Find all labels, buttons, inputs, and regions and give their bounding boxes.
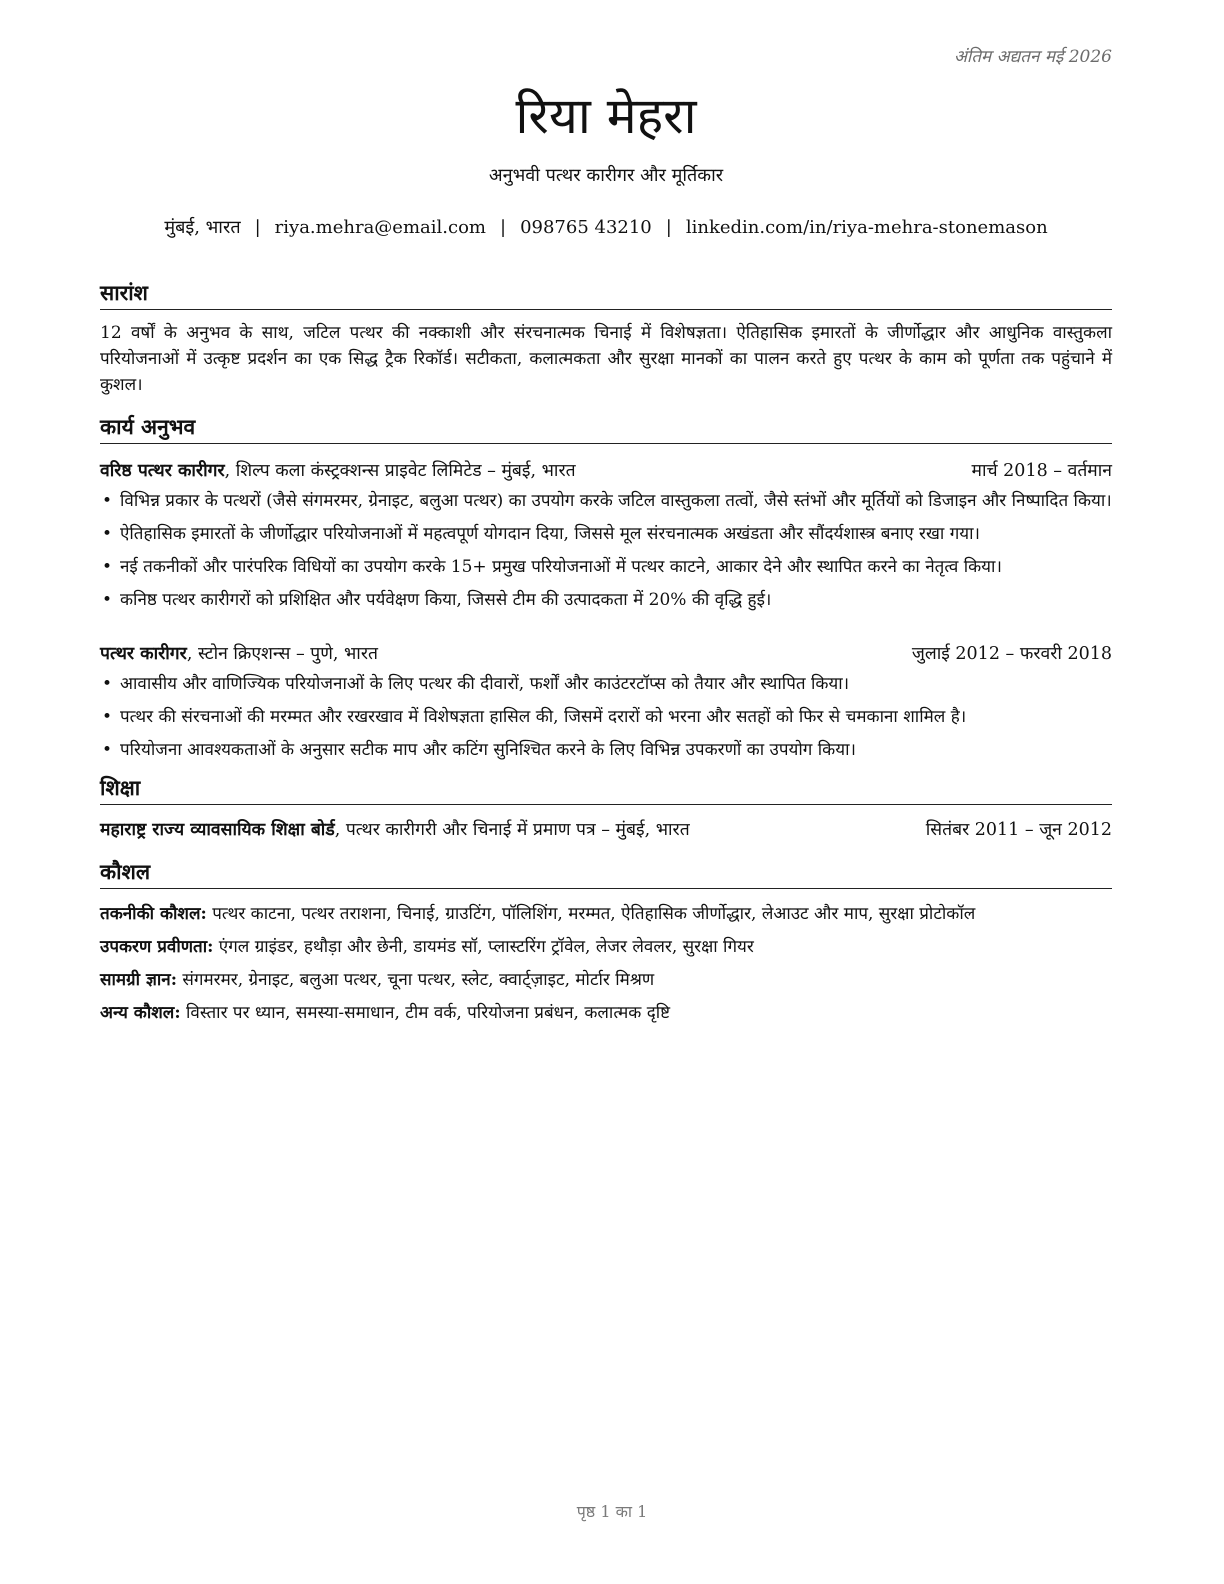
skill-value: संगमरमर, ग्रेनाइट, बलुआ पत्थर, चूना पत्थर, स्लेट, क्वार्ट्ज़ाइट, मोर्टार मिश्रण bbox=[176, 970, 655, 990]
section-heading-experience: कार्य अनुभव bbox=[100, 412, 1112, 444]
job-title: पत्थर कारीगर bbox=[100, 644, 187, 664]
job-bullets bbox=[100, 671, 1112, 763]
education-institution: महाराष्ट्र राज्य व्यावसायिक शिक्षा बोर्ड bbox=[100, 820, 335, 840]
skills-section bbox=[100, 857, 1112, 1026]
skills-list bbox=[100, 901, 1112, 1026]
job-bullet: • विभिन्न प्रकार के पत्थरों (जैसे संगमरमर, ग्रेनाइट, बलुआ पत्थर) का उपयोग करके जटिल वास्तुकला तत्वों, जैसे स्तंभों और मूर्तियों को डिजाइन और निष्पादित किया। bbox=[120, 488, 1112, 514]
job-title: वरिष्ठ पत्थर कारीगर bbox=[100, 461, 225, 481]
job-header bbox=[100, 458, 1112, 484]
job-bullet: • कनिष्ठ पत्थर कारीगरों को प्रशिक्षित और पर्यवेक्षण किया, जिससे टीम की उत्पादकता में 20% की वृद्धि हुई। bbox=[120, 587, 1112, 613]
contact-linkedin-link[interactable]: linkedin.com/in/riya-mehra-stonemason bbox=[685, 217, 1048, 238]
job-bullet: • आवासीय और वाणिज्यिक परियोजनाओं के लिए पत्थर की दीवारों, फर्शों और काउंटरटॉप्स को तैयार और स्थापित किया। bbox=[120, 671, 1112, 697]
education-section bbox=[100, 773, 1112, 843]
job-bullet: • पत्थर की संरचनाओं की मरम्मत और रखरखाव में विशेषज्ञता हासिल की, जिसमें दरारों को भरना और सतहों को फिर से चमकाना शामिल है। bbox=[120, 704, 1112, 730]
summary-section bbox=[100, 278, 1112, 398]
job-bullet: • नई तकनीकों और पारंपरिक विधियों का उपयोग करके 15+ प्रमुख परियोजनाओं में पत्थर काटने, आकार देने और स्थापित करने का नेतृत्व किया। bbox=[120, 554, 1112, 580]
education-entry bbox=[100, 817, 1112, 843]
skill-row bbox=[100, 1000, 1112, 1026]
job-entry bbox=[100, 641, 1112, 763]
job-company: , शिल्प कला कंस्ट्रक्शन्स प्राइवेट लिमिटेड – मुंबई, भारत bbox=[224, 461, 576, 481]
education-detail: , पत्थर कारीगरी और चिनाई में प्रमाण पत्र – मुंबई, भारत bbox=[334, 820, 690, 840]
section-heading-summary: सारांश bbox=[100, 278, 1112, 310]
job-bullet: • परियोजना आवश्यकताओं के अनुसार सटीक माप और कटिंग सुनिश्चित करने के लिए विभिन्न उपकरणों का उपयोग किया। bbox=[120, 737, 1112, 763]
skill-value: एंगल ग्राइंडर, हथौड़ा और छेनी, डायमंड सॉ, प्लास्टरिंग ट्रॉवेल, लेजर लेवलर, सुरक्षा गियर bbox=[213, 937, 754, 957]
job-company: , स्टोन क्रिएशन्स – पुणे, भारत bbox=[186, 644, 378, 664]
skill-label: अन्य कौशल: bbox=[100, 1003, 181, 1023]
skill-label: उपकरण प्रवीणता: bbox=[100, 937, 214, 957]
job-dates: मार्च 2018 – वर्तमान bbox=[971, 461, 1112, 481]
skill-row bbox=[100, 934, 1112, 960]
contact-location: मुंबई, भारत bbox=[164, 217, 241, 238]
contact-phone: 098765 43210 bbox=[520, 217, 652, 238]
contact-line bbox=[100, 216, 1112, 240]
contact-separator: | bbox=[499, 217, 507, 238]
job-bullet: • ऐतिहासिक इमारतों के जीर्णोद्धार परियोजनाओं में महत्वपूर्ण योगदान दिया, जिससे मूल संरचनात्मक अखंडता और सौंदर्यशास्त्र बनाए रखा गया। bbox=[120, 521, 1112, 547]
contact-separator: | bbox=[254, 217, 261, 238]
contact-email-link[interactable]: riya.mehra@email.com bbox=[274, 217, 486, 238]
section-heading-skills: कौशल bbox=[100, 857, 1112, 889]
last-updated-note: अंतिम अद्यतन मई 2026 bbox=[953, 47, 1112, 67]
skill-row bbox=[100, 967, 1112, 993]
section-heading-education: शिक्षा bbox=[100, 773, 1112, 805]
page-number-footer: पृष्ठ 1 का 1 bbox=[576, 1502, 648, 1521]
job-entry bbox=[100, 458, 1112, 613]
skill-value: पत्थर काटना, पत्थर तराशना, चिनाई, ग्राउटिंग, पॉलिशिंग, मरम्मत, ऐतिहासिक जीर्णोद्धार, लेआउट और माप, सुरक्षा प्रोटोकॉल bbox=[206, 904, 976, 924]
job-header bbox=[100, 641, 1112, 667]
contact-separator: | bbox=[665, 217, 672, 238]
job-dates: जुलाई 2012 – फरवरी 2018 bbox=[911, 644, 1112, 664]
job-bullets bbox=[100, 488, 1112, 613]
skill-label: तकनीकी कौशल: bbox=[100, 904, 207, 924]
skill-value: विस्तार पर ध्यान, समस्या-समाधान, टीम वर्क, परियोजना प्रबंधन, कलात्मक दृष्टि bbox=[180, 1003, 671, 1023]
summary-text: 12 वर्षों के अनुभव के साथ, जटिल पत्थर की नक्काशी और संरचनात्मक चिनाई में विशेषज्ञता। ऐतिहासिक इमारतों के जीर्णोद्धार और आधुनिक वास्तुकला परियोजनाओं में उत्कृष्ट प्रदर्शन का एक सिद्ध ट्रैक रिकॉर्ड। सटीकता, कलात्मकता और सुरक्षा मानकों का पालन करते हुए पत्थर के काम को पूर्णता तक पहुंचाने में कुशल। bbox=[100, 323, 1112, 395]
experience-section bbox=[100, 412, 1112, 763]
skill-label: सामग्री ज्ञान: bbox=[100, 970, 177, 990]
candidate-name: रिया मेहरा bbox=[515, 87, 697, 145]
education-dates: सितंबर 2011 – जून 2012 bbox=[925, 820, 1112, 840]
candidate-tagline: अनुभवी पत्थर कारीगर और मूर्तिकार bbox=[488, 165, 724, 186]
skill-row bbox=[100, 901, 1112, 927]
